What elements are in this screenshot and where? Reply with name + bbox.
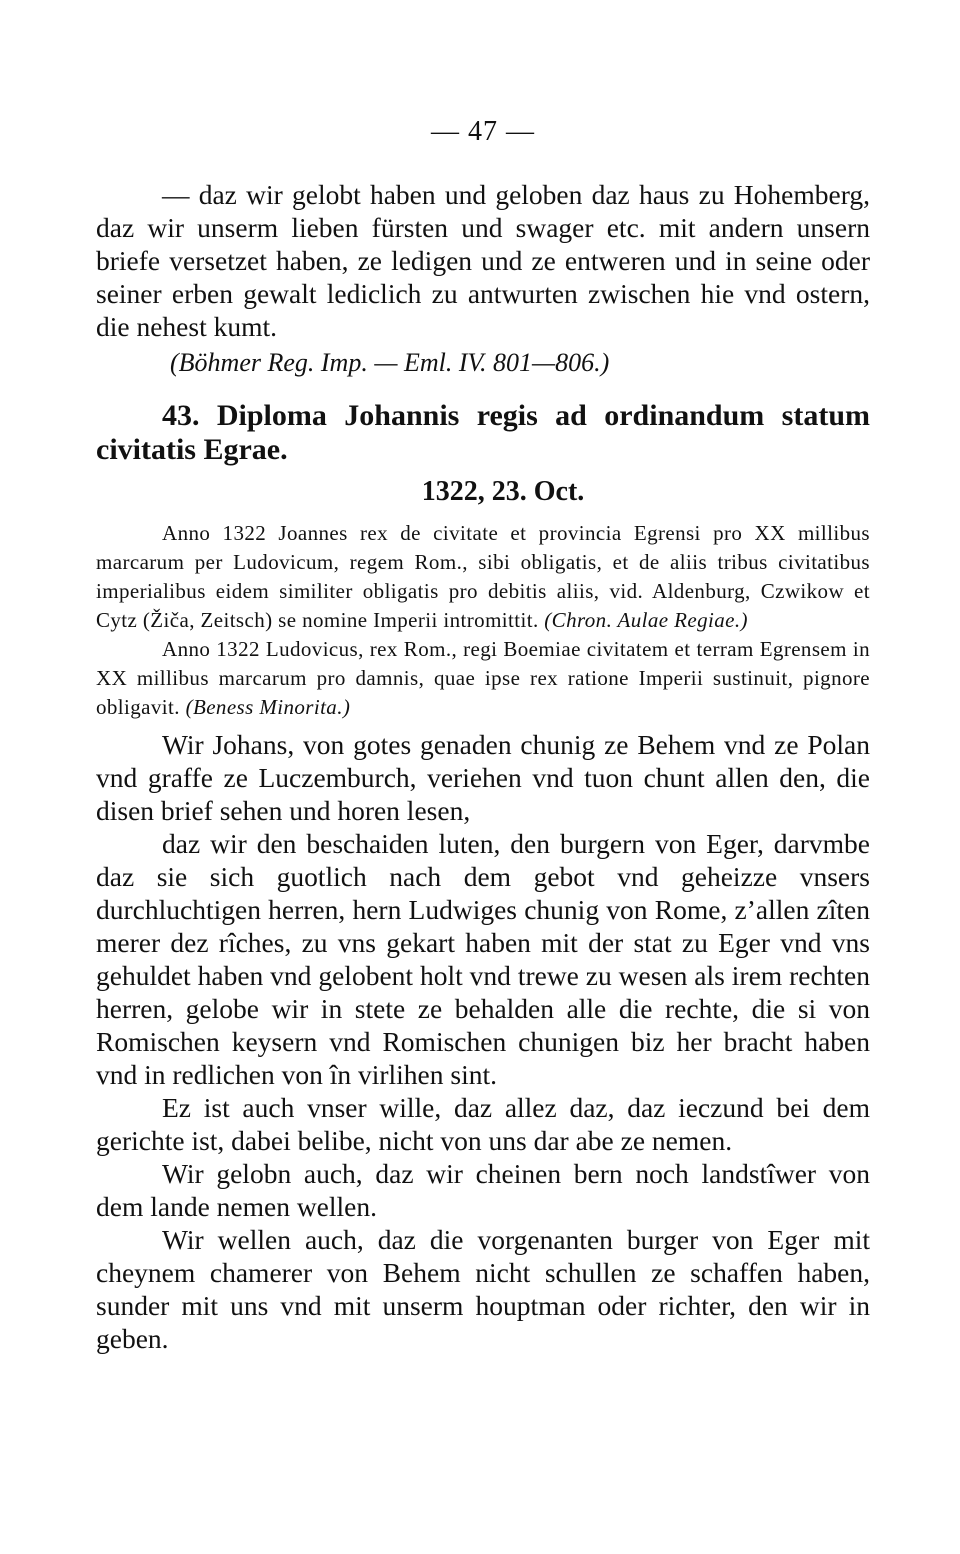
page-number: — 47 — (431, 116, 535, 147)
note-2-source: (Beness Minorita.) (185, 695, 351, 719)
heading-title: Diploma Johannis regis ad ordinandum statum civitatis Egrae. (96, 399, 870, 466)
editorial-note-2 (96, 635, 870, 722)
charter-paragraph-1: Wir Johans, von gotes genaden chunig ze Behem vnd ze Polan vnd graffe ze Luczemburch, veriehen vnd tuon chunt allen den, die disen brief sehen und horen lesen, (96, 729, 870, 826)
charter-paragraph-2: daz wir den beschaiden luten, den burgern von Eger, darvmbe daz sie sich guotlich nach dem gebot vnd geheizze vnsers durchluchtigen herren, hern Ludwiges chunig von Rome, z’allen zîten merer dez rîches, zu vns gekart haben mit der stat zu Eger vnd vns gehuldet haben vnd gelobent holt vnd trewe zu wesen als irem rechten herren, gelobe wir in stete ze behalden alle die rechte, die si von Romischen keysern vnd Romischen chunigen biz her bracht haben vnd in redlichen von în virlihen sint. (96, 828, 870, 1090)
note-2-text: Anno 1322 Ludovicus, rex Rom., regi Boemiae civitatem et terram Egrensem in XX millibus marcarum pro damnis, quae ipse rex ratione Imperii sustinuit, pignore obligavit. (96, 637, 870, 719)
document-page (96, 112, 870, 1355)
document-heading (96, 399, 870, 467)
note-1-source: (Chron. Aulae Regiae.) (544, 608, 748, 632)
opening-source-citation: (Böhmer Reg. Imp. — Eml. IV. 801—806.) (170, 348, 610, 377)
charter-paragraph-4: Wir gelobn auch, daz wir cheinen bern noch landstîwer von dem lande nemen wellen. (96, 1158, 870, 1222)
heading-number: 43. (162, 399, 200, 432)
editorial-note-1 (96, 519, 870, 635)
charter-paragraph-5: Wir wellen auch, daz die vorgenanten burger von Eger mit cheynem chamerer von Behem nicht schullen ze schaffen haben, sunder mit uns vnd mit unserm houptman oder richter, den wir in geben. (96, 1224, 870, 1354)
note-1-text: Anno 1322 Joannes rex de civitate et provincia Egrensi pro XX millibus marcarum per Ludovicum, regem Rom., sibi obligatis, et de aliis tribus civitatibus imperialibus eidem similiter obligatis pro debitis aliis, vid. Aldenburg, Czwikow et Cytz (Žiča, Zeitsch) se nomine Imperii intromittit. (96, 521, 870, 632)
opening-paragraph: — daz wir gelobt haben und geloben daz haus zu Hohemberg, daz wir unserm lieben fürsten und swager etc. mit andern unsern briefe versetzet haben, ze ledigen und ze entweren und in seine oder seiner erben gewalt lediclich zu antwurten zwischen hie vnd ostern, die nehest kumt. (96, 179, 870, 342)
charter-paragraph-3: Ez ist auch vnser wille, daz allez daz, daz ieczund bei dem gerichte ist, dabei belibe, nicht von uns dar abe ze nemen. (96, 1092, 870, 1156)
charter-text (96, 728, 870, 1355)
document-date: 1322, 23. Oct. (421, 476, 585, 507)
